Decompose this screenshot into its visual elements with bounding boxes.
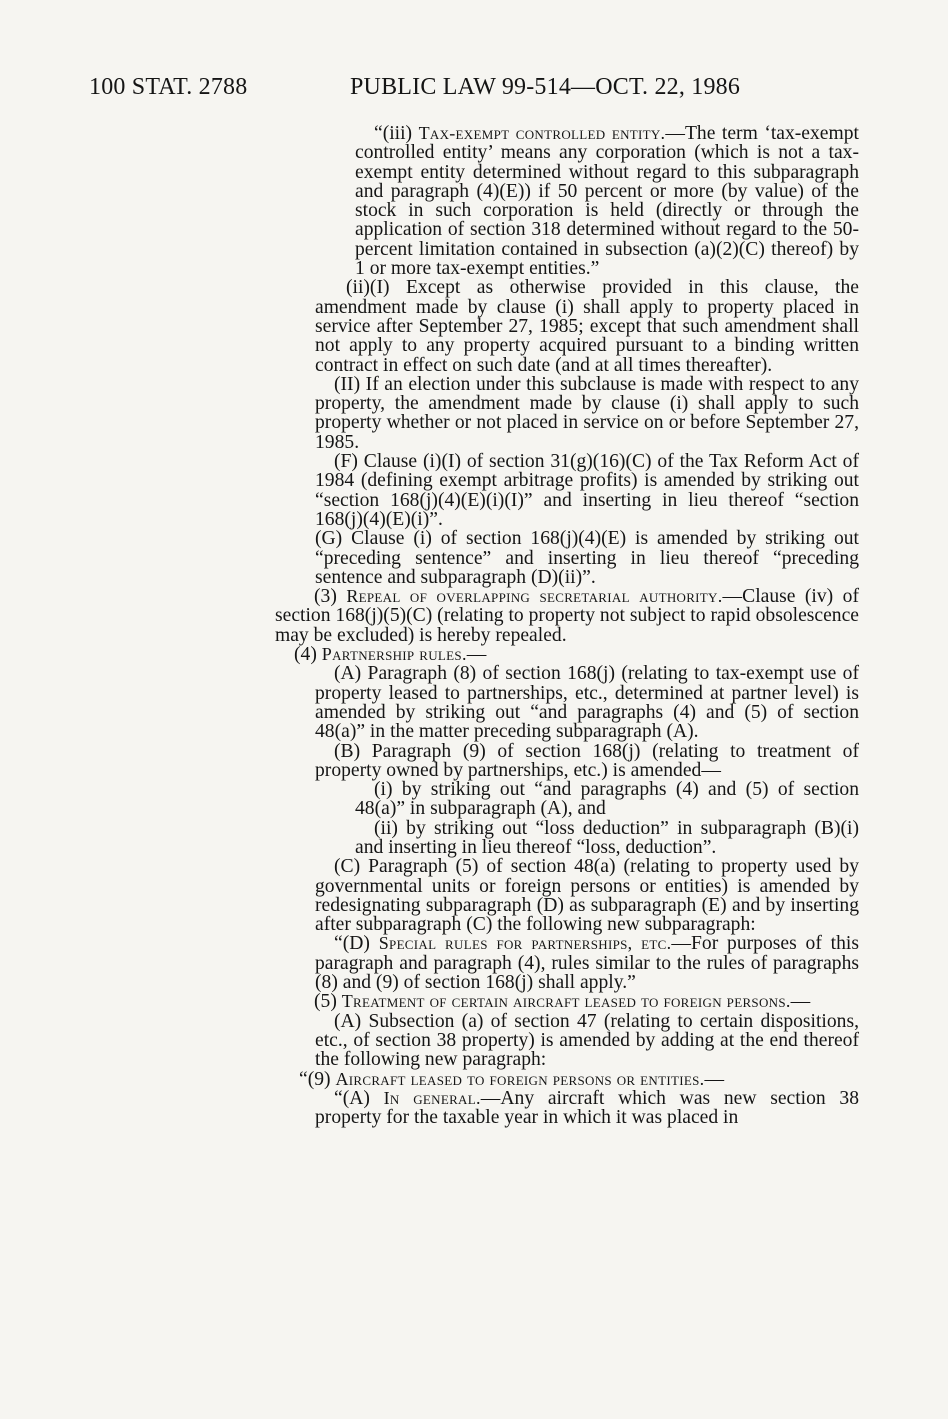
paragraph-lead: (3)	[314, 586, 347, 608]
paragraph-subparagraph-G	[315, 529, 859, 587]
paragraph-heading: Treatment of certain aircraft leased to foreign persons.	[341, 991, 791, 1012]
paragraph-special-rules-for-partnerships	[315, 934, 859, 992]
paragraph-text: —	[790, 991, 811, 1013]
paragraph-partnership-B	[315, 742, 859, 781]
paragraph-text: —	[466, 644, 487, 666]
paragraph-text: (A) Subsection (a) of section 47 (relating to certain dispositions, etc., of section 38 property) is amended by adding at the end thereof the following new paragraph:	[315, 1010, 859, 1071]
paragraph-text: (ii) by striking out “loss deduction” in subparagraph (B)(i) and inserting in lieu thereof “loss, deduction”.	[355, 817, 859, 858]
paragraph-aircraft-leased-to-foreign-persons	[275, 1070, 859, 1089]
paragraph-heading: Tax-exempt controlled entity.	[418, 123, 666, 143]
paragraph-lead: “(A)	[334, 1087, 384, 1109]
page-reference: 100 STAT. 2788	[89, 74, 248, 100]
paragraph-heading: In general.	[383, 1087, 481, 1108]
paragraph-partnership-B-i	[355, 780, 859, 819]
paragraph-text: —	[704, 1068, 725, 1090]
paragraph-in-general	[315, 1089, 859, 1128]
paragraph-lead: “(9)	[299, 1068, 336, 1090]
paragraph-text: —The term ‘tax-exempt controlled entity’ means any corporation (which is not a tax-exempt entity determined without regard to this subparagraph and paragraph (4)(E)) if 50 percent or more (by value) of the stock in such corporation is held (directly or through the application of section 318 determined without regard to the 50-percent limitation contained in subsection (a)(2)(C) thereof) by 1 or more tax-exempt entities.”	[355, 123, 859, 280]
paragraph-heading: Repeal of overlapping secretarial authority.	[346, 586, 723, 607]
paragraph-partnership-B-ii	[355, 819, 859, 858]
paragraph-partnership-C	[315, 857, 859, 934]
paragraph-partnership-rules	[275, 645, 859, 664]
paragraph-text: —Clause (iv) of section 168(j)(5)(C) (relating to property not subject to rapid obsolescence may be excluded) is hereby repealed.	[275, 586, 859, 646]
paragraph-lead: (4)	[294, 644, 322, 666]
paragraph-text: (A) Paragraph (8) of section 168(j) (relating to tax-exempt use of property leased to partnerships, etc., determined at partner level) is amended by striking out “and paragraphs (4) and (5) of section 48(a)” in the matter preceding subparagraph (A).	[315, 663, 859, 743]
paragraph-lead: “(D)	[334, 933, 379, 955]
paragraph-heading: Aircraft leased to foreign persons or entities.	[335, 1068, 705, 1089]
paragraph-subparagraph-F	[315, 452, 859, 529]
paragraph-lead: (5)	[314, 991, 342, 1013]
page-title: PUBLIC LAW 99-514—OCT. 22, 1986	[350, 74, 741, 100]
paragraph-text: (II) If an election under this subclause is made with respect to any property, the amendment made by clause (i) shall apply to such property whether or not placed in service on or before September 27, 1985.	[315, 373, 859, 453]
paragraph-text: (i) by striking out “and paragraphs (4) and (5) of section 48(a)” in subparagraph (A), and	[355, 779, 859, 820]
paragraph-text: (C) Paragraph (5) of section 48(a) (relating to property used by governmental units or foreign persons or entities) is amended by redesignating subparagraph (D) as subparagraph (E) and by inserting after subparagraph (C) the following new subparagraph:	[315, 856, 859, 936]
paragraph-partnership-A	[315, 664, 859, 741]
paragraph-repeal-of-overlapping-authority	[275, 587, 859, 645]
paragraph-tax-exempt-controlled-entity	[355, 124, 859, 278]
paragraph-text: —For purposes of this paragraph and paragraph (4), rules similar to the rules of paragraphs (8) and (9) of section 168(j) shall apply.”	[315, 933, 859, 994]
paragraph-text: (F) Clause (i)(I) of section 31(g)(16)(C) of the Tax Reform Act of 1984 (defining exempt arbitrage profits) is amended by striking out “section 168(j)(4)(E)(i)(I)” and inserting in lieu thereof “section 168(j)(4)(E)(i)”.	[315, 451, 859, 530]
paragraph-lead: “(iii)	[374, 123, 419, 144]
paragraph-clause-ii-I	[315, 278, 859, 374]
paragraph-heading: Partnership rules.	[321, 644, 467, 665]
statute-body	[0, 124, 948, 1127]
paragraph-text: —Any aircraft which was new section 38 property for the taxable year in which it was placed in	[315, 1087, 860, 1129]
paragraph-subclause-II	[315, 375, 859, 452]
page-header	[0, 74, 948, 110]
paragraph-heading: Special rules for partnerships, etc.	[378, 933, 672, 954]
paragraph-text: (G) Clause (i) of section 168(j)(4)(E) is amended by striking out “preceding sentence” and inserting in lieu thereof “preceding sentence and subparagraph (D)(ii)”.	[315, 528, 859, 588]
paragraph-treatment-of-aircraft	[275, 992, 859, 1011]
paragraph-aircraft-A	[315, 1012, 859, 1070]
paragraph-text: (B) Paragraph (9) of section 168(j) (relating to treatment of property owned by partnerships, etc.) is amended—	[315, 740, 859, 781]
paragraph-text: (ii)(I) Except as otherwise provided in this clause, the amendment made by clause (i) shall apply to property placed in service after September 27, 1985; except that such amendment shall not apply to any property acquired pursuant to a binding written contract in effect on such date (and at all times thereafter).	[315, 277, 859, 376]
